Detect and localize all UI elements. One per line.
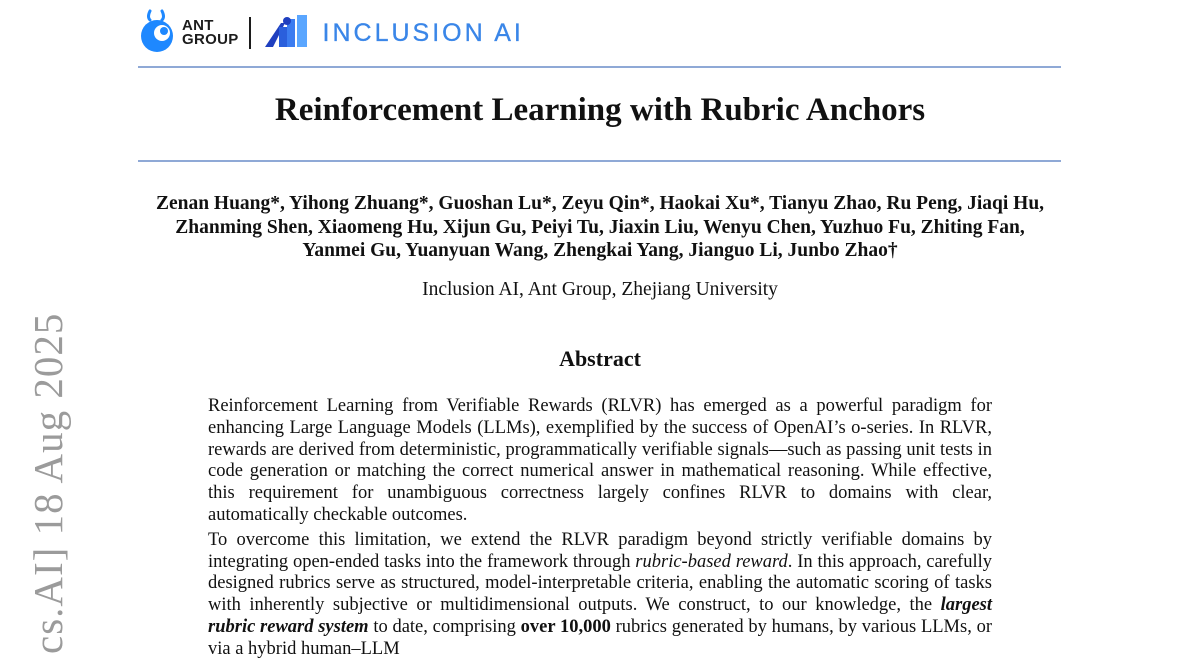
abstract-p2-text-a: To overcome this limitation, we extend the RLVR paradigm beyond strictly verifiable domains by integrating open-ended tasks into the framework through (208, 529, 992, 572)
arxiv-stamp-text: cs.AI] 18 Aug 2025 (25, 312, 71, 654)
inclusion-ai-logo-icon (263, 13, 315, 54)
top-rule (138, 66, 1061, 68)
affiliation: Inclusion AI, Ant Group, Zhejiang University (422, 279, 778, 300)
header-logos (138, 10, 524, 56)
abstract-p2-text-d: rubrics generated by humans, by various LLMs, or via a hybrid human–LLM (208, 616, 992, 659)
abstract-heading: Abstract (559, 346, 641, 371)
ant-group-logo-icon (138, 9, 176, 58)
inclusion-ai-logo (263, 13, 524, 54)
inclusion-ai-wordmark: INCLUSION AI (322, 18, 524, 47)
abstract-p2-bold: over 10,000 (520, 616, 611, 637)
authors-line-3: Yanmei Gu, Yuanyuan Wang, Zhengkai Yang, Jianguo Li, Junbo Zhao† (302, 240, 898, 261)
abstract-p2-emphasis: rubric-based reward (635, 551, 788, 572)
ant-group-logo (138, 9, 239, 58)
abstract-body (208, 396, 992, 664)
abstract-p2-strong: largest rubric reward system (208, 595, 992, 637)
author-list (130, 192, 1070, 263)
authors-line-1: Zenan Huang*, Yihong Zhuang*, Guoshan Lu*, Zeyu Qin*, Haokai Xu*, Tianyu Zhao, Ru Peng, Jiaqi Hu, (155, 193, 1045, 214)
abstract-p2-text-c: to date, comprising (368, 616, 521, 637)
title-rule (138, 160, 1061, 162)
abstract-paragraph-2 (208, 530, 992, 661)
paper-title: Reinforcement Learning with Rubric Anchors (274, 92, 926, 128)
ant-logo-line1: ANT (182, 17, 214, 34)
abstract-paragraph-1: Reinforcement Learning from Verifiable Rewards (RLVR) has emerged as a powerful paradigm for enhancing Large Language Models (LLMs), exemplified by the success of OpenAI’s o-series. In RLVR, rewards are derived from deterministic, programmatically verifiable signals—such as passing unit tests in code generation or matching the correct numerical answer in mathematical reasoning. While effective, this requirement for unambiguous correctness largely confines RLVR to domains with clear, automatically checkable outcomes. (208, 396, 992, 525)
abstract-p2-text-b: . In this approach, carefully designed rubrics serve as structured, model-interpretable criteria, enabling the automatic scoring of tasks with inherently subjective or multidimensional outputs. We construct, to our knowledge, the (208, 551, 992, 616)
authors-line-2: Zhanming Shen, Xiaomeng Hu, Xijun Gu, Peiyi Tu, Jiaxin Liu, Wenyu Chen, Yuzhuo Fu, Zhiting Fan, (175, 216, 1025, 238)
ant-logo-line2: GROUP (182, 31, 239, 48)
logo-divider (249, 17, 251, 49)
